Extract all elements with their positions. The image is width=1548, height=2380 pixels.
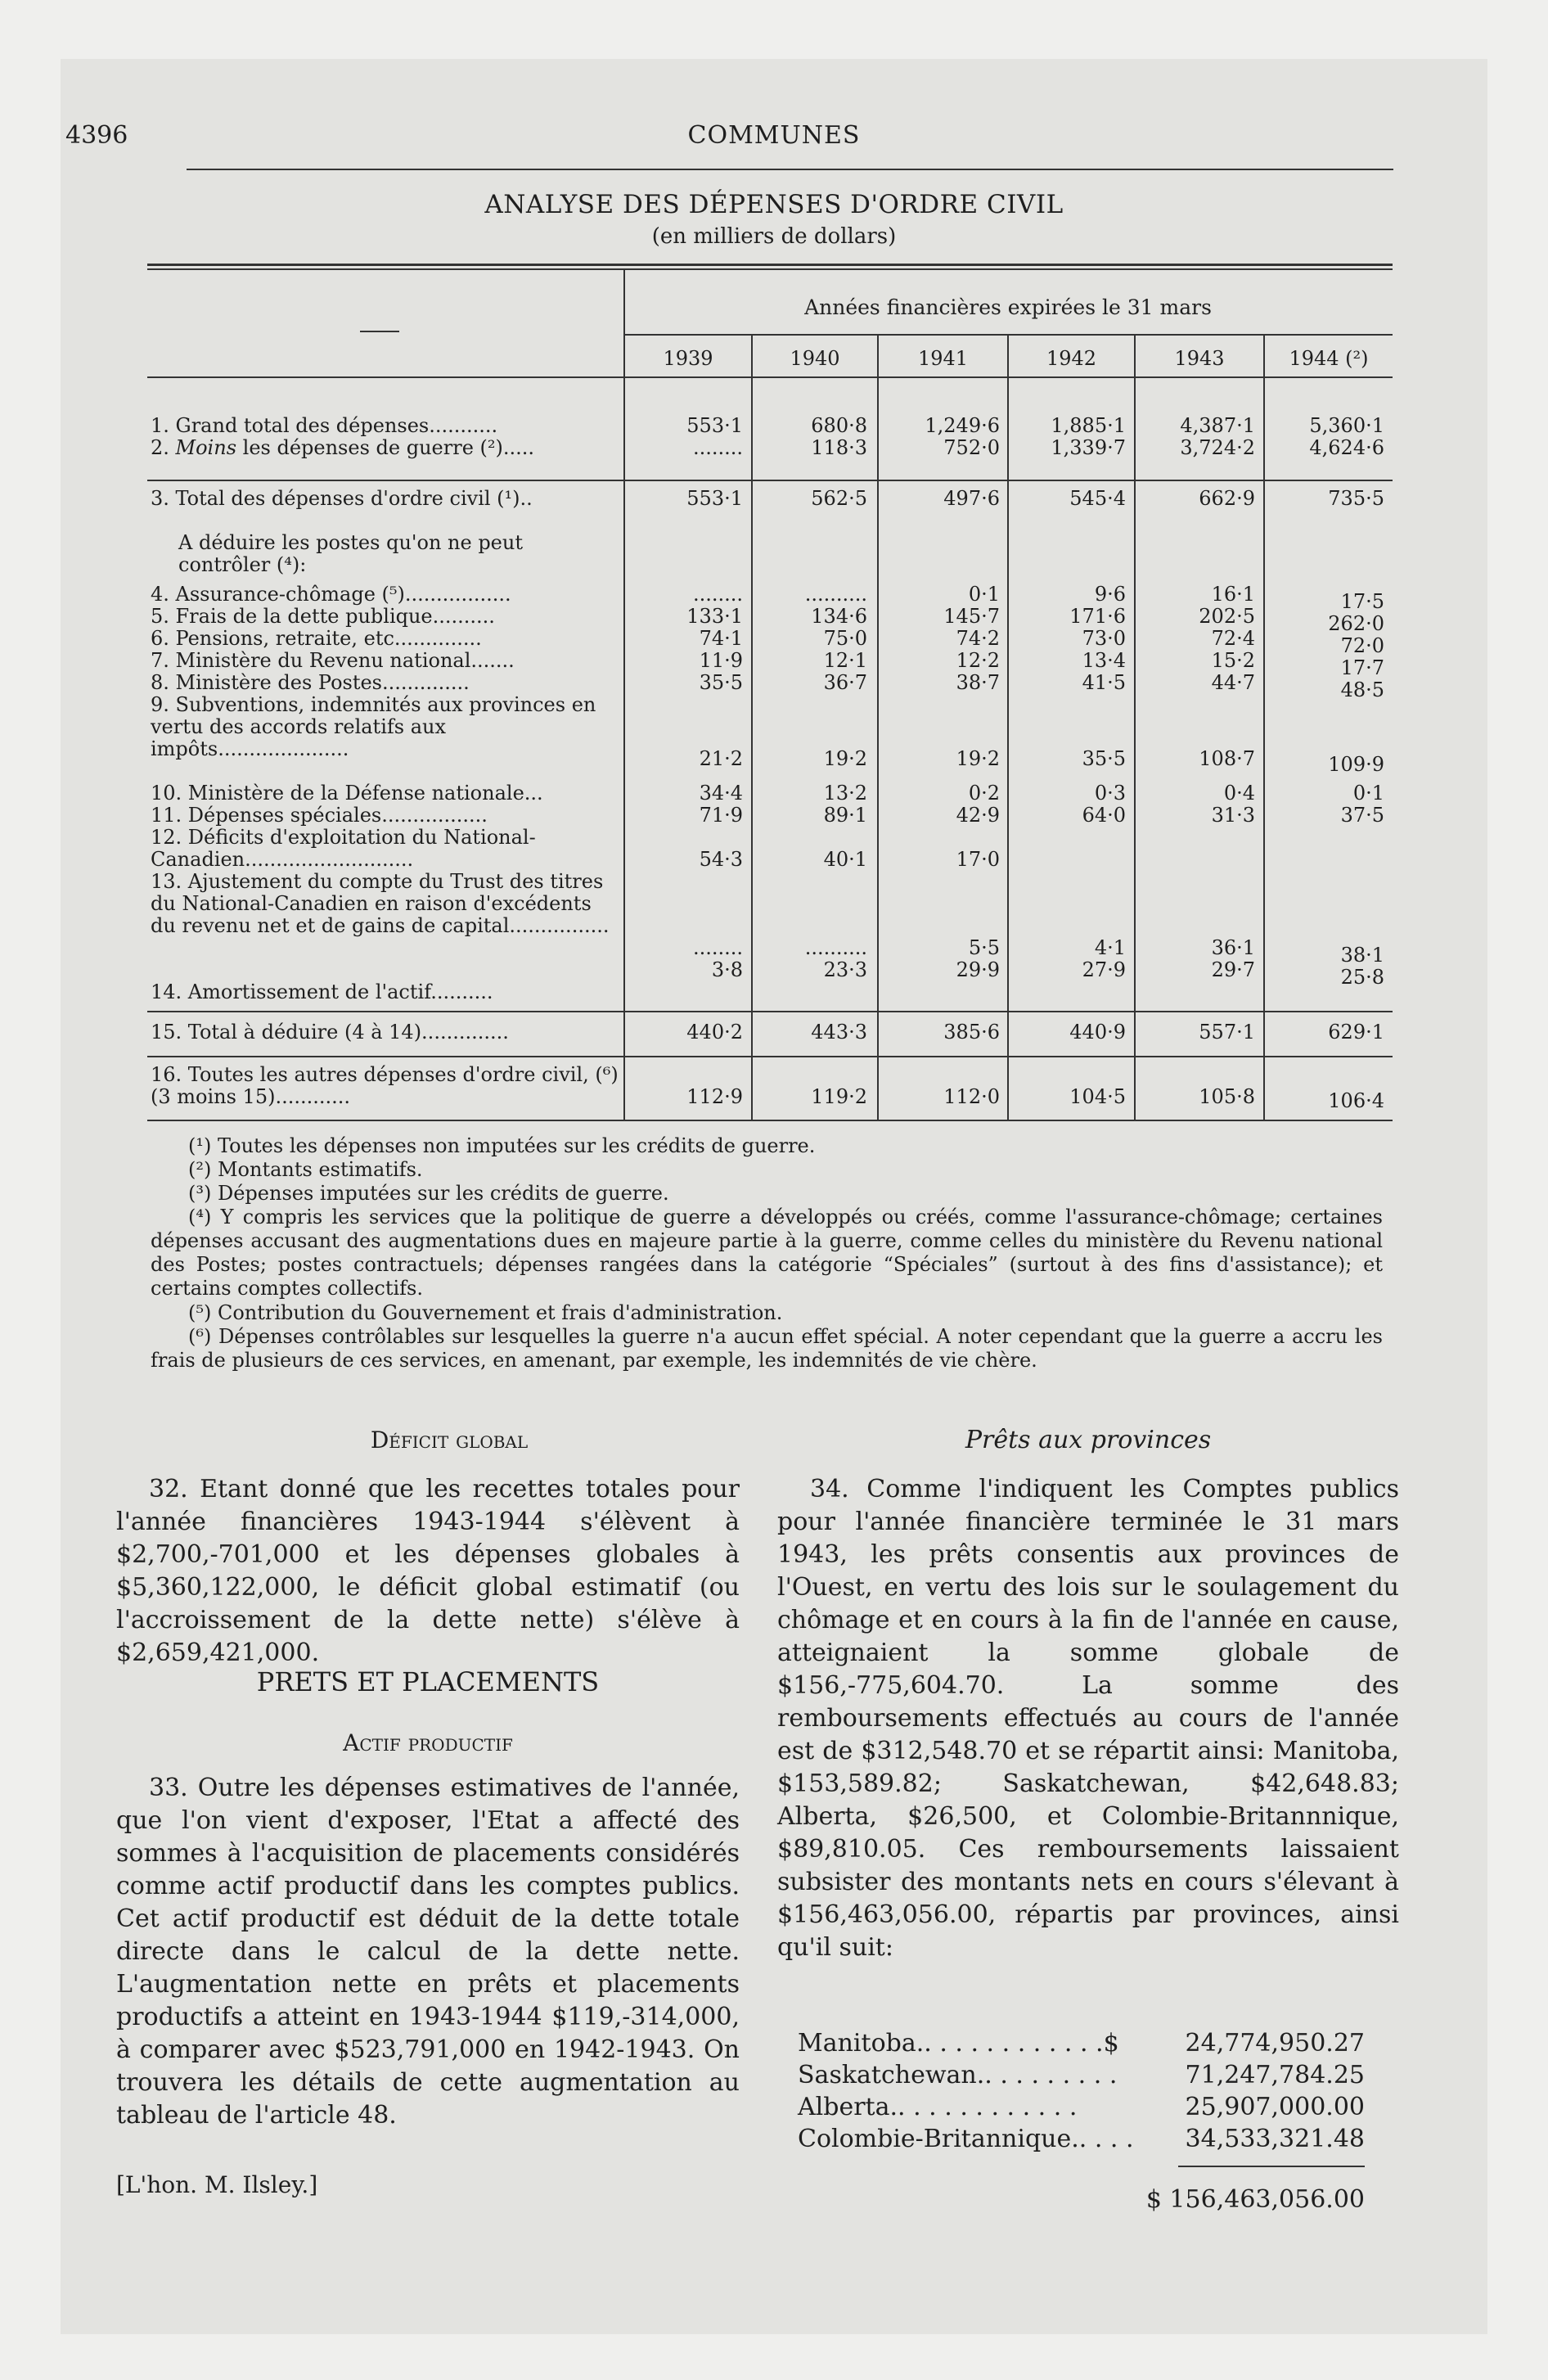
table-cell: 16·1 bbox=[1211, 583, 1255, 606]
row-label: 3. Total des dépenses d'ordre civil (¹).. bbox=[151, 487, 533, 510]
row-label: 6. Pensions, retraite, etc.............. bbox=[151, 627, 482, 650]
table-cell: 35·5 bbox=[699, 671, 743, 694]
year-header: 1942 bbox=[1046, 347, 1097, 370]
table-cell: 202·5 bbox=[1199, 605, 1255, 628]
table-cell: 35·5 bbox=[1082, 747, 1126, 770]
total-rule bbox=[1178, 2166, 1365, 2167]
table-top-rule bbox=[147, 264, 1393, 266]
table-cell: 72·4 bbox=[1211, 627, 1255, 650]
row-section-label: A déduire les postes qu'on ne peut contrôler (⁴): bbox=[178, 531, 523, 576]
table-cell: 41·5 bbox=[1082, 671, 1126, 694]
stub-header-dash bbox=[360, 331, 399, 332]
table-cell: 680·8 bbox=[811, 414, 867, 437]
table-cell: 106·4 bbox=[1328, 1089, 1384, 1112]
table-title: ANALYSE DES DÉPENSES D'ORDRE CIVIL bbox=[484, 190, 1064, 219]
table-cell: 19·2 bbox=[956, 747, 1000, 770]
table-cell: 89·1 bbox=[823, 804, 867, 827]
table-cell: 64·0 bbox=[1082, 804, 1126, 827]
table-cell: 25·8 bbox=[1340, 966, 1384, 989]
table-cell: 557·1 bbox=[1199, 1021, 1255, 1044]
table-cell: 38·1 bbox=[1340, 944, 1384, 967]
total-rule-2 bbox=[147, 1056, 1393, 1057]
table-cell: .......... bbox=[804, 583, 867, 606]
province-name: Manitoba.. . . . . . . . . . . .$ bbox=[798, 2029, 1119, 2058]
table-cell: 17·0 bbox=[956, 848, 1000, 871]
footnote: (¹) Toutes les dépenses non imputées sur les crédits de guerre. bbox=[188, 1134, 816, 1157]
table-cell: 119·2 bbox=[811, 1085, 867, 1108]
col-rule-3 bbox=[1007, 336, 1009, 1120]
table-cell: 104·5 bbox=[1069, 1085, 1126, 1108]
table-cell: 48·5 bbox=[1340, 678, 1384, 701]
year-header: 1943 bbox=[1174, 347, 1225, 370]
table-cell: 134·6 bbox=[811, 605, 867, 628]
table-cell: 385·6 bbox=[943, 1021, 1000, 1044]
table-cell: 23·3 bbox=[823, 958, 867, 981]
table-cell: 0·1 bbox=[1352, 782, 1384, 805]
row-label: 8. Ministère des Postes.............. bbox=[151, 671, 470, 694]
table-cell: 133·1 bbox=[686, 605, 743, 628]
table-cell: 34·4 bbox=[699, 782, 743, 805]
stub-column-rule bbox=[623, 270, 625, 1120]
row-label: 9. Subventions, indemnités aux provinces en vertu des accords relatifs aux impôts..................... bbox=[151, 693, 596, 760]
table-cell: 36·1 bbox=[1211, 936, 1255, 959]
row-label: 13. Ajustement du compte du Trust des titres du National-Canadien en raison d'excédents du revenu net et de gains de capital................ bbox=[151, 870, 610, 937]
province-name: Alberta.. . . . . . . . . . . . bbox=[798, 2093, 1078, 2121]
row-label: 11. Dépenses spéciales................. bbox=[151, 804, 488, 827]
table-cell: 29·7 bbox=[1211, 958, 1255, 981]
table-cell: 44·7 bbox=[1211, 671, 1255, 694]
table-cell: 735·5 bbox=[1328, 487, 1384, 510]
table-cell: 74·1 bbox=[699, 627, 743, 650]
paragraph-34: 34. Comme l'indiquent les Comptes publics pour l'année financière terminée le 31 mars 1943, les prêts consentis aux provinces de l'Ouest, en vertu des lois sur le soulagement du chômage et en cours à la fin de l'année en cause, atteignaient la somme globale de $156,-775,604.70. La somme des remboursements effectués au cours de l'année est de $312,548.70 et se répartit ainsi: Manitoba, $153,589.82; Saskatchewan, $42,648.83; Alberta, $26,500, et Colombie-Britannnique, $89,810.05. Ces remboursements laissaient subsister des montants nets en cours s'élevant à $156,463,056.00, répartis par provinces, ainsi qu'il suit: bbox=[777, 1475, 1399, 1962]
table-cell: 31·3 bbox=[1211, 804, 1255, 827]
table-cell: 5·5 bbox=[968, 936, 1000, 959]
table-cell: 108·7 bbox=[1199, 747, 1255, 770]
table-cell: 118·3 bbox=[811, 436, 867, 459]
table-cell: 662·9 bbox=[1199, 487, 1255, 510]
table-cell: 12·1 bbox=[823, 649, 867, 672]
total-rule-1 bbox=[147, 1011, 1393, 1012]
table-cell: 171·6 bbox=[1069, 605, 1126, 628]
province-name: Colombie-Britannique.. . . . bbox=[798, 2125, 1134, 2153]
table-cell: 38·7 bbox=[956, 671, 1000, 694]
year-header: 1941 bbox=[917, 347, 969, 370]
row-label: 2. Moins les dépenses de guerre (²)..... bbox=[151, 436, 535, 459]
speaker-attribution: [L'hon. M. Ilsley.] bbox=[116, 2171, 318, 2198]
table-cell: 553·1 bbox=[686, 414, 743, 437]
footnote: (⁴) Y compris les services que la politique de guerre a développés ou créés, comme l'assurance-chômage; certaines dépenses accusant des augmentations dues en majeure partie à la guerre, comme celles du ministère du Revenu national des Postes; postes contractuels; dépenses rangées dans la catégorie “Spéciales” (surtout à des fins d'assistance); et certains comptes collectifs. bbox=[151, 1206, 1383, 1300]
table-cell: 3,724·2 bbox=[1180, 436, 1255, 459]
year-header: 1944 (²) bbox=[1289, 347, 1369, 370]
row-label: 14. Amortissement de l'actif.......... bbox=[151, 980, 493, 1003]
table-cell: 15·2 bbox=[1211, 649, 1255, 672]
table-cell: 54·3 bbox=[699, 848, 743, 871]
table-cell: 0·4 bbox=[1223, 782, 1255, 805]
table-cell: .......... bbox=[804, 936, 867, 959]
table-cell: 752·0 bbox=[943, 436, 1000, 459]
table-cell: 443·3 bbox=[811, 1021, 867, 1044]
province-total: $ 156,463,056.00 bbox=[1145, 2185, 1365, 2214]
table-cell: 497·6 bbox=[943, 487, 1000, 510]
footnote: (⁵) Contribution du Gouvernement et frais d'administration. bbox=[188, 1301, 783, 1324]
table-cell: 440·9 bbox=[1069, 1021, 1126, 1044]
table-cell: 553·1 bbox=[686, 487, 743, 510]
year-header: 1939 bbox=[663, 347, 713, 370]
table-cell: 4,624·6 bbox=[1309, 436, 1384, 459]
table-cell: 42·9 bbox=[956, 804, 1000, 827]
table-cell: 11·9 bbox=[699, 649, 743, 672]
col-rule-2 bbox=[877, 336, 879, 1120]
row-label: 10. Ministère de la Défense nationale... bbox=[151, 782, 543, 805]
table-cell: 4,387·1 bbox=[1180, 414, 1255, 437]
province-name: Saskatchewan.. . . . . . . . . bbox=[798, 2061, 1118, 2089]
footnote: (⁶) Dépenses contrôlables sur lesquelles la guerre n'a aucun effet spécial. A noter cependant que la guerre a accru les frais de plusieurs de ces services, en amenant, par exemple, les indemnités de vie chère. bbox=[151, 1325, 1383, 1372]
footnote: (²) Montants estimatifs. bbox=[188, 1158, 423, 1181]
table-cell: 545·4 bbox=[1069, 487, 1126, 510]
col-rule-4 bbox=[1134, 336, 1136, 1120]
table-cell: 27·9 bbox=[1082, 958, 1126, 981]
table-cell: 1,885·1 bbox=[1051, 414, 1126, 437]
table-cell: 105·8 bbox=[1199, 1085, 1255, 1108]
table-cell: 5,360·1 bbox=[1309, 414, 1384, 437]
table-cell: 1,339·7 bbox=[1051, 436, 1126, 459]
year-header: 1940 bbox=[790, 347, 840, 370]
footnote: (³) Dépenses imputées sur les crédits de guerre. bbox=[188, 1182, 669, 1205]
table-cell: 3·8 bbox=[711, 958, 743, 981]
table-cell: 13·2 bbox=[823, 782, 867, 805]
table-cell: 440·2 bbox=[686, 1021, 743, 1044]
row-label: 16. Toutes les autres dépenses d'ordre civil, (⁶) (3 moins 15)............ bbox=[151, 1063, 619, 1108]
col-rule-1 bbox=[751, 336, 753, 1120]
table-subtitle: (en milliers de dollars) bbox=[651, 224, 897, 249]
table-cell: 109·9 bbox=[1328, 753, 1384, 776]
table-cell: 17·7 bbox=[1340, 656, 1384, 679]
table-cell: 17·5 bbox=[1340, 590, 1384, 613]
table-top-rule-2 bbox=[147, 268, 1393, 270]
table-cell: 74·2 bbox=[956, 627, 1000, 650]
running-title: COMMUNES bbox=[687, 121, 861, 150]
table-cell: 0·1 bbox=[968, 583, 1000, 606]
row-label: 1. Grand total des dépenses........... bbox=[151, 414, 498, 437]
province-amount: 25,907,000.00 bbox=[1185, 2093, 1365, 2121]
table-cell: 262·0 bbox=[1328, 612, 1384, 635]
table-cell: 0·3 bbox=[1094, 782, 1126, 805]
table-cell: 37·5 bbox=[1340, 804, 1384, 827]
table-cell: 1,249·6 bbox=[925, 414, 1000, 437]
table-cell: ........ bbox=[692, 436, 743, 459]
year-header-rule bbox=[147, 376, 1393, 378]
province-amount: 34,533,321.48 bbox=[1185, 2125, 1365, 2153]
row-label: 4. Assurance-chômage (⁵)................. bbox=[151, 583, 511, 606]
table-cell: 71·9 bbox=[699, 804, 743, 827]
table-cell: 36·7 bbox=[823, 671, 867, 694]
col-rule-5 bbox=[1263, 336, 1265, 1120]
province-amount: 71,247,784.25 bbox=[1185, 2061, 1365, 2089]
page-number: 4396 bbox=[65, 121, 128, 150]
table-cell: 9·6 bbox=[1094, 583, 1126, 606]
table-cell: 19·2 bbox=[823, 747, 867, 770]
row-label: 15. Total à déduire (4 à 14).............. bbox=[151, 1021, 509, 1044]
table-cell: 112·0 bbox=[943, 1085, 1000, 1108]
row-label: 5. Frais de la dette publique.......... bbox=[151, 605, 495, 628]
section-heading: Prêts aux provinces bbox=[965, 1426, 1212, 1454]
table-cell: 112·9 bbox=[686, 1085, 743, 1108]
table-cell: 75·0 bbox=[823, 627, 867, 650]
section-heading: PRETS ET PLACEMENTS bbox=[256, 1666, 600, 1697]
row-label: 7. Ministère du Revenu national....... bbox=[151, 649, 515, 672]
table-cell: 29·9 bbox=[956, 958, 1000, 981]
table-cell: 629·1 bbox=[1328, 1021, 1384, 1044]
table-cell: 40·1 bbox=[823, 848, 867, 871]
row-label: 12. Déficits d'exploitation du National-Canadien........................... bbox=[151, 826, 536, 871]
header-rule bbox=[187, 169, 1393, 170]
paragraph-32: 32. Etant donné que les recettes totales pour l'année financières 1943-1944 s'élèvent à $2,700,-701,000 et les dépenses globales à $5,360,122,000, le déficit global estimatif (ou l'accroissement de la dette nette) s'élève à $2,659,421,000. bbox=[116, 1475, 740, 1667]
subsection-heading: Actif productif bbox=[343, 1729, 513, 1756]
table-cell: 562·5 bbox=[811, 487, 867, 510]
subtotal-rule bbox=[147, 480, 1393, 481]
table-cell: 12·2 bbox=[956, 649, 1000, 672]
group-header: Années financières expirées le 31 mars bbox=[804, 295, 1212, 319]
table-cell: ........ bbox=[692, 583, 743, 606]
table-cell: ........ bbox=[692, 936, 743, 959]
table-cell: 73·0 bbox=[1082, 627, 1126, 650]
section-heading: Déficit global bbox=[370, 1427, 529, 1454]
table-cell: 0·2 bbox=[968, 782, 1000, 805]
table-cell: 13·4 bbox=[1082, 649, 1126, 672]
table-bottom-rule bbox=[147, 1120, 1393, 1121]
table-cell: 72·0 bbox=[1340, 634, 1384, 657]
table-cell: 21·2 bbox=[699, 747, 743, 770]
table-cell: 4·1 bbox=[1094, 936, 1126, 959]
province-amount: 24,774,950.27 bbox=[1185, 2029, 1365, 2058]
table-cell: 145·7 bbox=[943, 605, 1000, 628]
paragraph-33: 33. Outre les dépenses estimatives de l'année, que l'on vient d'exposer, l'Etat a affecté des sommes à l'acquisition de placements considérés comme actif productif dans les comptes publics. Cet actif productif est déduit de la dette totale directe dans le calcul de la dette nette. L'augmentation nette en prêts et placements productifs a atteint en 1943-1944 $119,-314,000, à comparer avec $523,791,000 en 1942-1943. On trouvera les détails de cette augmentation au tableau de l'article 48. bbox=[116, 1774, 740, 2130]
